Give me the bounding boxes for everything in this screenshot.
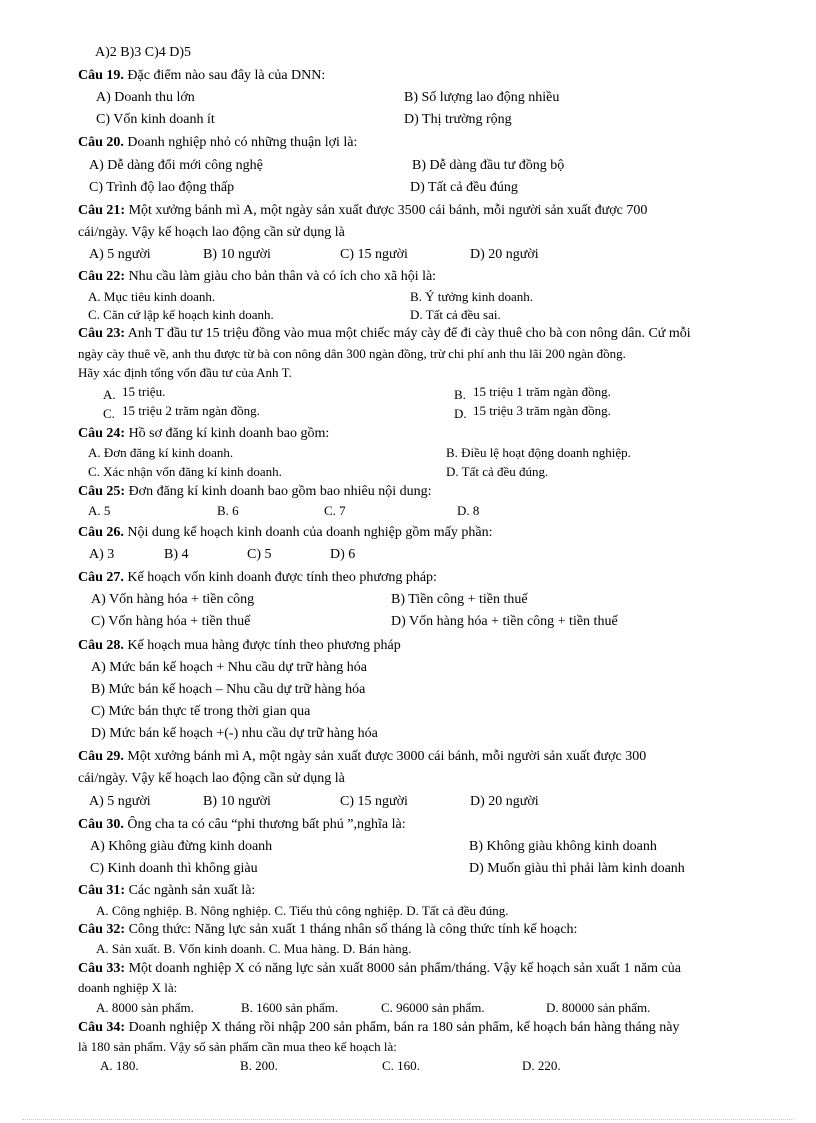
option-c: C) Vốn kinh doanh ít xyxy=(96,112,215,127)
option-d: D. 8 xyxy=(457,503,480,518)
page-bottom-divider xyxy=(22,1119,794,1120)
question-text: Anh T đầu tư 15 triệu đồng vào mua một chiếc máy cày để đi cày thuê cho bà con nông dân. Cứ mỗi xyxy=(125,326,691,341)
option-a: A. Đơn đăng kí kinh doanh. xyxy=(88,445,234,460)
question-number: Câu 31: xyxy=(78,883,126,898)
option-c: C. 7 xyxy=(324,503,346,518)
option-a: A) Mức bán kế hoạch + Nhu cầu dự trữ hàng hóa xyxy=(91,660,367,675)
option-d: D) 20 người xyxy=(470,794,539,809)
option-c: C) 5 xyxy=(247,547,272,562)
option-d: D. Tất cả đều đúng. xyxy=(446,464,549,479)
question-number: Câu 23: xyxy=(78,326,126,341)
option-b: 15 triệu 1 trăm ngàn đồng. xyxy=(473,384,611,399)
question-23 xyxy=(78,326,691,342)
question-text: Ông cha ta có câu “phi thương bất phú ”,nghĩa là: xyxy=(123,817,406,832)
option-a: A. Mục tiêu kinh doanh. xyxy=(88,289,216,304)
option-d: D) 20 người xyxy=(470,247,539,262)
question-text: Một xưởng bánh mì A, một ngày sản xuất được 3500 cái bánh, mỗi người sản xuất được 700 xyxy=(125,203,648,218)
option-c-letter: C. xyxy=(103,406,115,421)
option-b: B. Điều lệ hoạt động doanh nghiệp. xyxy=(446,445,631,460)
question-number: Câu 22: xyxy=(78,269,126,284)
question-text: Đơn đăng kí kinh doanh bao gồm bao nhiêu nội dung: xyxy=(125,484,432,499)
question-32 xyxy=(78,922,577,938)
question-30 xyxy=(78,817,406,833)
question-text-cont: cái/ngày. Vậy kế hoạch lao động cần sử dụng là xyxy=(78,771,345,786)
question-number: Câu 26. xyxy=(78,525,124,540)
option-d: 15 triệu 3 trăm ngàn đồng. xyxy=(473,403,611,418)
question-text-cont: là 180 sản phẩm. Vậy số sản phẩm cần mua theo kế hoạch là: xyxy=(78,1039,397,1054)
question-29 xyxy=(78,749,646,765)
q18-options: A)2 B)3 C)4 D)5 xyxy=(95,45,192,60)
option-b: B. 1600 sản phẩm. xyxy=(241,1000,339,1015)
option-d: D) 6 xyxy=(330,547,356,562)
option-a-letter: A. xyxy=(103,387,116,402)
question-25 xyxy=(78,484,431,500)
question-number: Câu 32: xyxy=(78,922,126,937)
option-b: B. 6 xyxy=(217,503,239,518)
options-row: A. Sản xuất. B. Vốn kinh doanh. C. Mua hàng. D. Bán hàng. xyxy=(96,941,412,956)
question-33 xyxy=(78,961,681,977)
question-26 xyxy=(78,525,493,541)
option-b: B. 200. xyxy=(240,1058,278,1073)
question-number: Câu 29. xyxy=(78,749,124,764)
option-d: D) Thị trường rộng xyxy=(404,112,512,127)
option-b-letter: B. xyxy=(454,387,466,402)
question-number: Câu 27. xyxy=(78,570,124,585)
question-24 xyxy=(78,426,329,442)
option-d: D) Mức bán kế hoạch +(-) nhu cầu dự trữ hàng hóa xyxy=(91,726,378,741)
option-c: C) 15 người xyxy=(340,794,408,809)
option-a: A. 180. xyxy=(100,1058,139,1073)
option-c: C. Căn cứ lập kế hoạch kinh doanh. xyxy=(88,307,274,322)
question-text-cont: Hãy xác định tổng vốn đầu tư của Anh T. xyxy=(78,365,292,380)
option-a: A) Không giàu đừng kinh doanh xyxy=(90,839,273,854)
option-d: D. 80000 sản phẩm. xyxy=(546,1000,651,1015)
option-d: D. Tất cả đều sai. xyxy=(410,307,501,322)
option-c: C) Kinh doanh thì không giàu xyxy=(90,861,258,876)
question-number: Câu 28. xyxy=(78,638,124,653)
option-c: C. Xác nhận vốn đăng kí kinh doanh. xyxy=(88,464,282,479)
option-c: C. 96000 sản phẩm. xyxy=(381,1000,485,1015)
question-text: Kế hoạch vốn kinh doanh được tính theo phương pháp: xyxy=(123,570,437,585)
options-row: A. Công nghiệp. B. Nông nghiệp. C. Tiểu thủ công nghiệp. D. Tất cả đều đúng. xyxy=(96,903,509,918)
question-number: Câu 21: xyxy=(78,203,126,218)
question-text-cont: cái/ngày. Vậy kế hoạch lao động cần sử dụng là xyxy=(78,225,345,240)
question-number: Câu 30. xyxy=(78,817,124,832)
option-c: C) Trình độ lao động thấp xyxy=(89,180,235,195)
option-b: B) Không giàu không kinh doanh xyxy=(469,839,657,854)
question-number: Câu 20. xyxy=(78,135,124,150)
question-19 xyxy=(78,68,325,84)
option-c: C) Vốn hàng hóa + tiền thuế xyxy=(91,614,251,629)
option-a: A. 5 xyxy=(88,503,111,518)
option-a: A) Dễ dàng đổi mới công nghệ xyxy=(89,158,263,173)
question-text: Hồ sơ đăng kí kinh doanh bao gồm: xyxy=(125,426,330,441)
question-text: Công thức: Năng lực sản xuất 1 tháng nhân số tháng là công thức tính kế hoạch: xyxy=(125,922,578,937)
question-20 xyxy=(78,135,357,151)
option-a: A. 8000 sản phẩm. xyxy=(96,1000,194,1015)
question-text: Nội dung kế hoạch kinh doanh của doanh nghiệp gồm mấy phần: xyxy=(123,525,493,540)
option-c: 15 triệu 2 trăm ngàn đồng. xyxy=(122,403,260,418)
question-31 xyxy=(78,883,255,899)
option-b: B) 4 xyxy=(164,547,189,562)
question-text: Doanh nghiệp nhỏ có những thuận lợi là: xyxy=(123,135,358,150)
question-22 xyxy=(78,269,436,285)
question-text: Một xưởng bánh mì A, một ngày sản xuất được 3000 cái bánh, mỗi người sản xuất được 300 xyxy=(123,749,647,764)
option-b: B) Số lượng lao động nhiều xyxy=(404,90,560,105)
question-28 xyxy=(78,638,401,654)
option-a: A) 5 người xyxy=(89,247,151,262)
option-b: B) 10 người xyxy=(203,794,271,809)
option-a: 15 triệu. xyxy=(122,384,166,399)
question-text-cont: doanh nghiệp X là: xyxy=(78,980,178,995)
option-d: D) Muốn giàu thì phải làm kinh doanh xyxy=(469,861,685,876)
question-number: Câu 24: xyxy=(78,426,126,441)
option-a: A) Doanh thu lớn xyxy=(96,90,195,105)
option-c: C) Mức bán thực tế trong thời gian qua xyxy=(91,704,311,719)
option-b: B) Tiền công + tiền thuế xyxy=(391,592,528,607)
option-c: C. 160. xyxy=(382,1058,420,1073)
question-number: Câu 33: xyxy=(78,961,126,976)
option-d: D) Vốn hàng hóa + tiền công + tiền thuế xyxy=(391,614,618,629)
question-27 xyxy=(78,570,437,586)
option-d-letter: D. xyxy=(454,406,467,421)
question-text-cont: ngày cày thuê về, anh thu được từ bà con nông dân 300 ngàn đồng, trừ chi phí anh thu lãi 200 ngàn đồng. xyxy=(78,346,626,361)
option-a: A) 3 xyxy=(89,547,115,562)
option-b: B) Dễ dàng đầu tư đồng bộ xyxy=(412,158,565,173)
option-b: B. Ý tưởng kinh doanh. xyxy=(410,289,533,304)
question-21 xyxy=(78,203,647,219)
question-text: Đặc điểm nào sau đây là của DNN: xyxy=(123,68,326,83)
option-a: A) 5 người xyxy=(89,794,151,809)
question-number: Câu 34: xyxy=(78,1020,126,1035)
question-text: Kế hoạch mua hàng được tính theo phương pháp xyxy=(123,638,401,653)
question-text: Một doanh nghiệp X có năng lực sản xuất 8000 sản phẩm/tháng. Vậy kế hoạch sản xuất 1 năm của xyxy=(125,961,681,976)
question-text: Các ngành sản xuất là: xyxy=(125,883,256,898)
question-text: Doanh nghiệp X tháng rồi nhập 200 sản phẩm, bán ra 180 sản phẩm, kế hoạch bán hàng tháng này xyxy=(125,1020,680,1035)
question-text: Nhu cầu làm giàu cho bản thân và có ích cho xã hội là: xyxy=(125,269,437,284)
option-d: D. 220. xyxy=(522,1058,561,1073)
option-b: B) 10 người xyxy=(203,247,271,262)
question-34 xyxy=(78,1020,679,1036)
question-number: Câu 19. xyxy=(78,68,124,83)
option-d: D) Tất cả đều đúng xyxy=(410,180,518,195)
option-a: A) Vốn hàng hóa + tiền công xyxy=(91,592,255,607)
option-c: C) 15 người xyxy=(340,247,408,262)
question-number: Câu 25: xyxy=(78,484,126,499)
option-b: B) Mức bán kế hoạch – Nhu cầu dự trữ hàng hóa xyxy=(91,682,366,697)
